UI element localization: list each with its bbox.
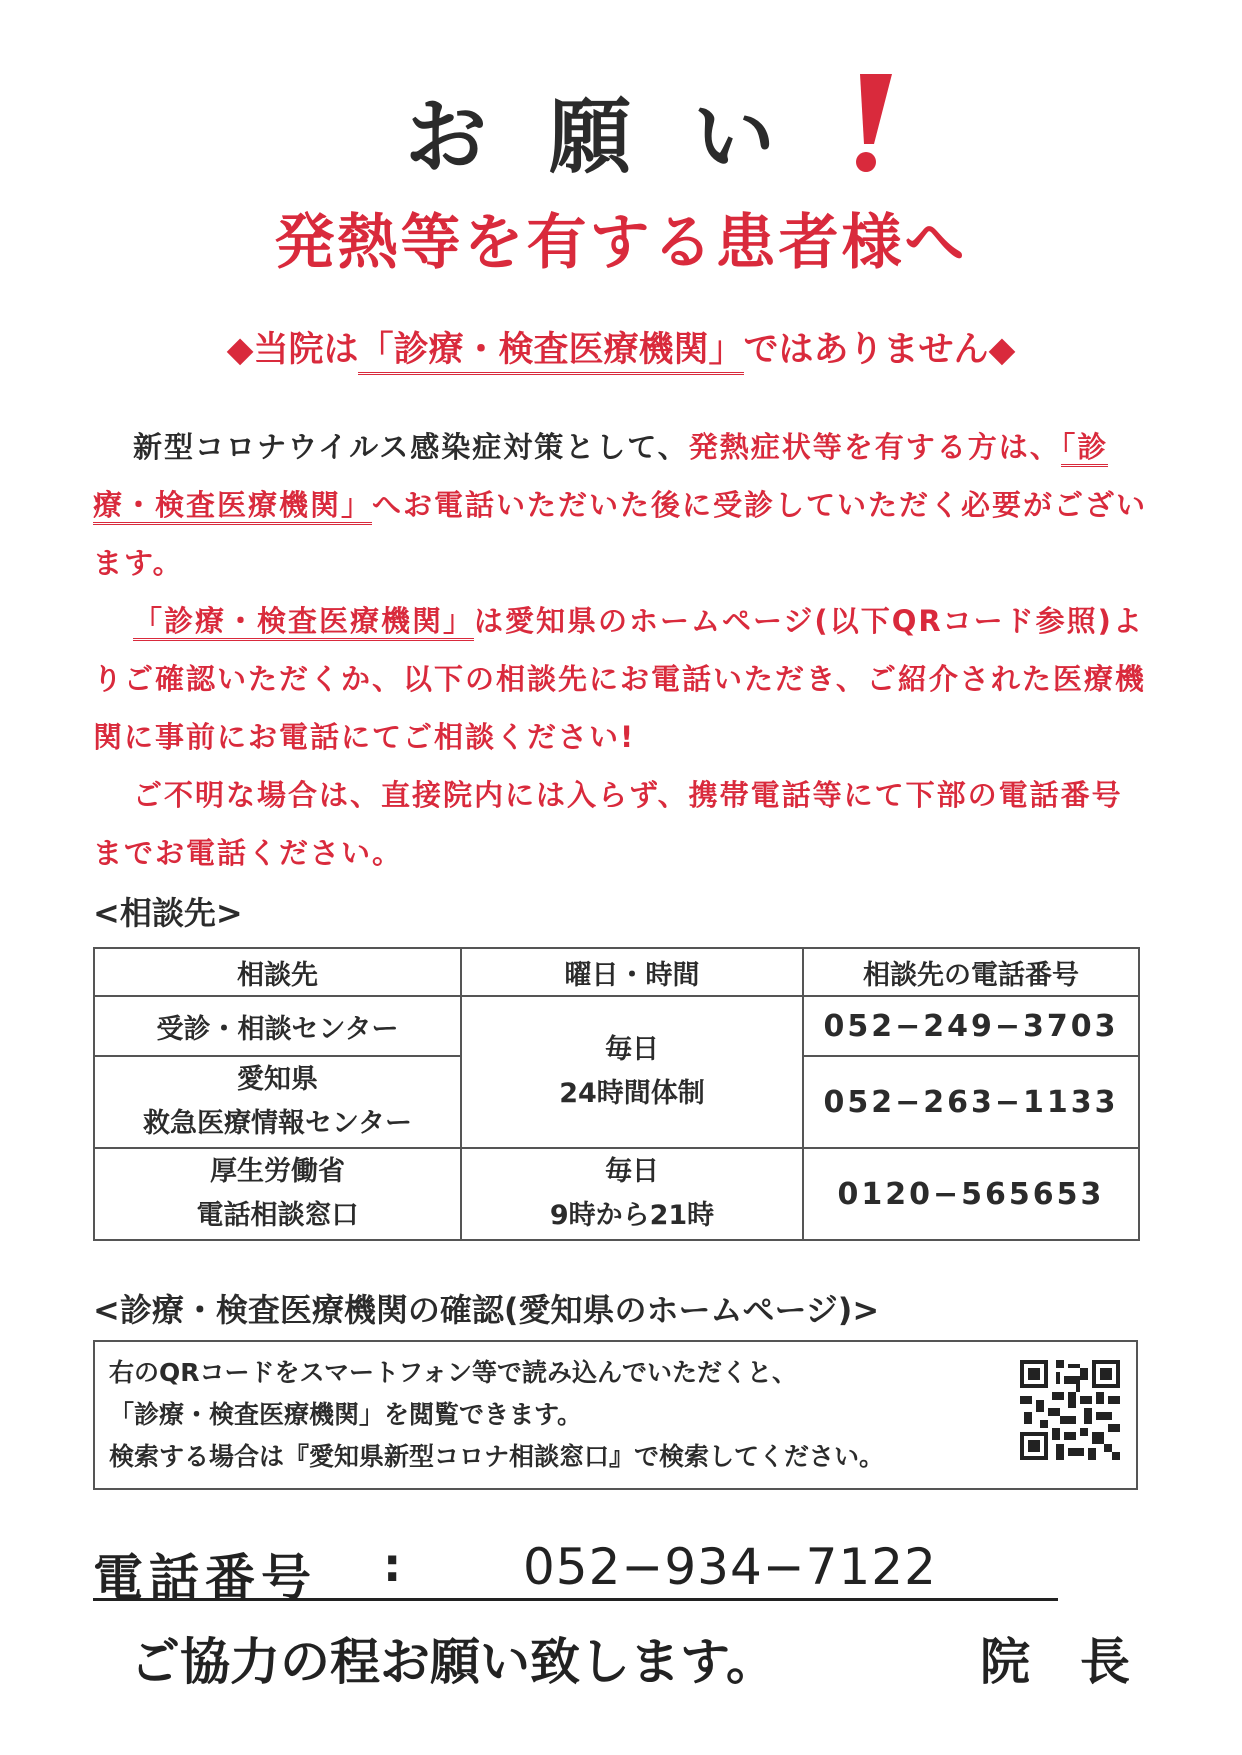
body-text — [93, 418, 1153, 882]
row3-hours-line1: 毎日 — [605, 1156, 659, 1187]
row2-name — [94, 1056, 461, 1148]
p1-highlight: 「診療・検査医療機関」 — [93, 430, 1108, 525]
header-hours: 曜日・時間 — [461, 948, 803, 996]
qr-info-box — [93, 1340, 1138, 1490]
qr-heading: <診療・検査医療機関の確認(愛知県のホームページ)> — [93, 1291, 880, 1329]
phone-label: 電話番号 — [93, 1549, 317, 1607]
row12-hours — [461, 996, 803, 1148]
notice-suffix: ではありません◆ — [743, 330, 1016, 370]
p3-text: ご不明な場合は、直接院内には入らず、携帯電話等にて下部の電話番号までお電話ください。 — [93, 778, 1123, 870]
header-phone: 相談先の電話番号 — [803, 948, 1139, 996]
notice-prefix: ◆当院は — [226, 330, 359, 370]
hours-line1: 毎日 — [605, 1034, 659, 1065]
qr-text — [109, 1352, 884, 1478]
consult-table — [93, 947, 1140, 1241]
p2-rest: は愛知県のホームページ(以下QRコード参照)よりご確認いただくか、以下の相談先にお電話いただき、ご紹介された医療機関に事前にお電話にてご相談ください! — [93, 604, 1146, 754]
row3-name-line1: 厚生労働省 — [210, 1156, 345, 1187]
paragraph-2 — [93, 592, 1153, 766]
paragraph-3 — [93, 766, 1153, 882]
qr-code-icon[interactable] — [1020, 1360, 1120, 1460]
table-header-row — [94, 948, 1139, 996]
phone-line — [93, 1538, 1058, 1607]
row2-name-line2: 救急医療情報センター — [143, 1108, 412, 1139]
row3-name-line2: 電話相談窓口 — [196, 1200, 359, 1231]
row3-name — [94, 1148, 461, 1240]
p1-rest: へお電話いただいた後に受診していただく必要がございます。 — [93, 488, 1148, 580]
row2-phone: 052−263−1133 — [803, 1056, 1139, 1148]
row3-hours-line2: 9時から21時 — [549, 1200, 715, 1231]
signature: 院長 — [980, 1633, 1180, 1691]
row3-hours — [461, 1148, 803, 1240]
notice-line — [0, 322, 1242, 372]
p2-highlight: 「診療・検査医療機関」 — [133, 604, 474, 641]
page-title: お願い — [404, 90, 837, 185]
title-row — [0, 72, 1242, 189]
exclamation-icon — [830, 70, 910, 180]
paragraph-1 — [93, 418, 1153, 592]
row2-name-line1: 愛知県 — [237, 1064, 318, 1095]
hours-line2: 24時間体制 — [559, 1078, 705, 1109]
table-row — [94, 1148, 1139, 1240]
consult-heading: <相談先> — [93, 894, 243, 932]
p1-dark: 新型コロナウイルス感染症対策として、 — [133, 430, 689, 464]
header-consult: 相談先 — [94, 948, 461, 996]
row1-phone: 052−249−3703 — [803, 996, 1139, 1056]
p1-red: 発熱症状等を有する方は、 — [688, 430, 1061, 464]
table-row — [94, 996, 1139, 1056]
subtitle: 発熱等を有する患者様へ — [274, 208, 968, 278]
closing-message: ご協力の程お願い致します。 — [130, 1633, 776, 1691]
phone-colon: : — [383, 1538, 402, 1592]
notice-highlight: 「診療・検査医療機関」 — [358, 330, 743, 375]
qr-line1: 右のQRコードをスマートフォン等で読み込んでいただくと、 — [109, 1358, 798, 1387]
row3-phone: 0120−565653 — [803, 1148, 1139, 1240]
row1-name: 受診・相談センター — [94, 996, 461, 1056]
qr-line3: 検索する場合は『愛知県新型コロナ相談窓口』で検索してください。 — [109, 1442, 885, 1471]
qr-line2: 「診療・検査医療機関」を閲覧できます。 — [109, 1400, 583, 1429]
phone-number[interactable]: 052−934−7122 — [523, 1538, 937, 1596]
